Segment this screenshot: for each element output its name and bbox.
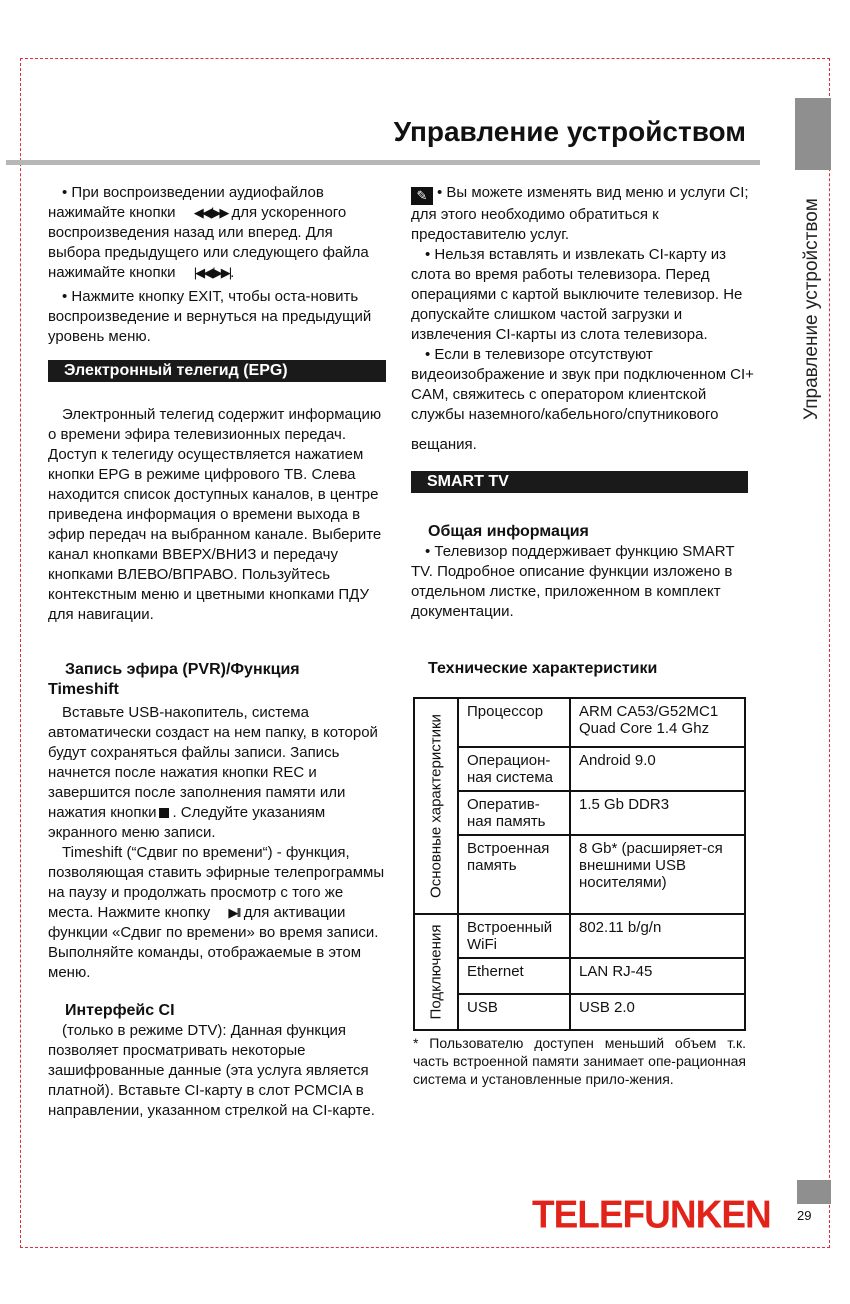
fast-forward-rewind-icon: ◀◀/▶▶: [193, 205, 228, 220]
spec-value: 8 Gb* (расширяет-ся внешними USB носителями): [570, 835, 745, 914]
play-pause-icon: ▶II: [228, 905, 240, 920]
epg-text: [48, 405, 386, 625]
spec-name: Процессор: [458, 698, 570, 747]
pvr-title: [48, 660, 386, 700]
table-row: [414, 958, 745, 994]
pvr-title-line2: Timeshift: [48, 681, 119, 698]
pvr-text-4: для активации функции «Сдвиг по времени» во время записи. Выполняйте команды, отображаемые в этом меню.: [48, 904, 379, 981]
table-row: [414, 835, 745, 914]
ci-note-2: • Нельзя вставлять и извлекать CI-карту из слота во время работы телевизора. Перед операциями с картой выключите телевизор. Не допускайте слишком частой загрузки и извлечения CI-карты из слота телевизора.: [411, 246, 743, 343]
spec-value: ARM CA53/G52MC1 Quad Core 1.4 Ghz: [570, 698, 745, 747]
exit-bullet: • Нажмите кнопку EXIT, чтобы оста-новить воспроизведение и вернуться на предыдущий уровень меню.: [48, 288, 372, 345]
general-info-title: Общая информация: [428, 523, 589, 540]
spec-name: Ethernet: [458, 958, 570, 994]
specs-title: Технические характеристики: [428, 660, 658, 677]
spec-value: USB 2.0: [570, 994, 745, 1030]
spec-name: Встроенный WiFi: [458, 914, 570, 958]
group-conn-label: Подключения: [427, 924, 445, 1020]
stop-icon: [159, 808, 169, 818]
ci-notes: [411, 183, 761, 455]
left-bullets: [48, 183, 386, 347]
pvr-text-3: Timeshift (“Сдвиг по времени“) - функция, позволяющая ставить эфирные телепрограммы на паузу и продолжать просмотр с того же места. Нажмите кнопку: [48, 844, 385, 921]
page-title: Управление устройством: [393, 116, 746, 147]
spec-value: LAN RJ-45: [570, 958, 745, 994]
header-divider: [6, 160, 760, 165]
table-row: [414, 994, 745, 1030]
side-label-text: Управление устройством: [801, 198, 822, 420]
audio-bullet-lead: • При воспроизведении аудиофайлов нажимайте кнопки: [48, 184, 324, 221]
group-main-label: Основные характеристики: [427, 714, 445, 898]
group-conn-cell: [414, 914, 458, 1030]
audio-bullet-mid: для ускоренного воспроизведения назад или вперед. Для выбора предыдущего или следующего файла нажимайте кнопки: [48, 204, 369, 281]
ci-note-1-text: • Вы можете изменять вид меню и услуги CI; для этого необходимо обратиться к предоставителю услуг.: [411, 184, 749, 243]
table-row: [414, 791, 745, 835]
general-info-paragraph: • Телевизор поддерживает функцию SMART TV. Подробное описание функции изложено в отдельном листке, приложенном в комплект документации.: [411, 543, 735, 620]
spec-name: USB: [458, 994, 570, 1030]
pvr-text-2: . Следуйте указаниям экранного меню записи.: [48, 804, 326, 841]
footnote: * Пользователю доступен меньший объем т.к. часть встроенной памяти занимает опе-рационная система и установленные прило-жения.: [413, 1035, 746, 1087]
audio-bullet: • При воспроизведении аудиофайлов нажимайте кнопки ◀◀/▶▶ для ускоренного воспроизведения назад или вперед. Для выбора предыдущего или следующего файла нажимайте кнопки |◀◀/▶▶|.: [48, 184, 369, 281]
pvr-paragraph-2: [48, 843, 386, 983]
ci-note-3: • Если в телевизоре отсутствуют видеоизображение и звук при подключенном CI+ CAM, свяжитесь с оператором клиентской службы наземного/кабельного/спутникового: [411, 346, 754, 423]
specs-table: [413, 697, 746, 1031]
smart-tv-section-header: SMART TV: [411, 471, 748, 493]
table-row: [414, 698, 745, 747]
prev-next-icon: |◀◀/▶▶|: [193, 265, 231, 280]
spec-value: Android 9.0: [570, 747, 745, 791]
epg-paragraph: Электронный телегид содержит информацию о времени эфира телевизионных передач. Доступ к телегиду осуществляется нажатием кнопки EPG в режиме цифрового ТВ. Слева находится список доступных каналов, в центре приведена информация о времени выхода в эфир передач на выбранном канале. Выберите канал кнопками ВВЕРХ/ВНИЗ и передачу кнопками ВЛЕВО/ВПРАВО. Пользуйтесь контекстным меню и цветными кнопками ПДУ для навигации.: [48, 406, 382, 623]
spec-value: 1.5 Gb DDR3: [570, 791, 745, 835]
pvr-text-1: Вставьте USB-накопитель, система автоматически создаст на нем папку, в которой будут сохраняться файлы записи. Запись начнется после нажатия кнопки REC и завершится после заполнения памяти или нажатия кнопки: [48, 704, 378, 821]
pvr-title-line1: Запись эфира (PVR)/Функция: [65, 661, 300, 678]
side-tab: [795, 98, 831, 170]
spec-name: Встроенная память: [458, 835, 570, 914]
pvr-text: [48, 703, 386, 983]
spec-name: Операцион-ная система: [458, 747, 570, 791]
note-pencil-icon: ✎: [411, 187, 433, 205]
table-row: [414, 914, 745, 958]
group-main-cell: [414, 698, 458, 914]
ci-note-1: [411, 183, 761, 245]
ci-text: [48, 1021, 386, 1121]
pvr-paragraph-1: [48, 703, 386, 843]
ci-paragraph: (только в режиме DTV): Данная функция позволяет просматривать некоторые зашифрованные данные (эта услуга является платной). Вставьте CI-карту в слот PCMCIA в направлении, указанном стрелкой на CI-карте.: [48, 1022, 375, 1119]
spec-name: Оператив-ная память: [458, 791, 570, 835]
brand-logo: TELEFUNKEN: [532, 1192, 771, 1236]
page-number: 29: [797, 1208, 812, 1223]
ci-title: Интерфейс CI: [65, 1002, 175, 1019]
page-number-tab: [797, 1180, 831, 1204]
general-info-text: [411, 542, 751, 622]
epg-section-header: Электронный телегид (EPG): [48, 360, 386, 382]
ci-note-tail: вещания.: [411, 436, 477, 453]
spec-value: 802.11 b/g/n: [570, 914, 745, 958]
table-row: [414, 747, 745, 791]
